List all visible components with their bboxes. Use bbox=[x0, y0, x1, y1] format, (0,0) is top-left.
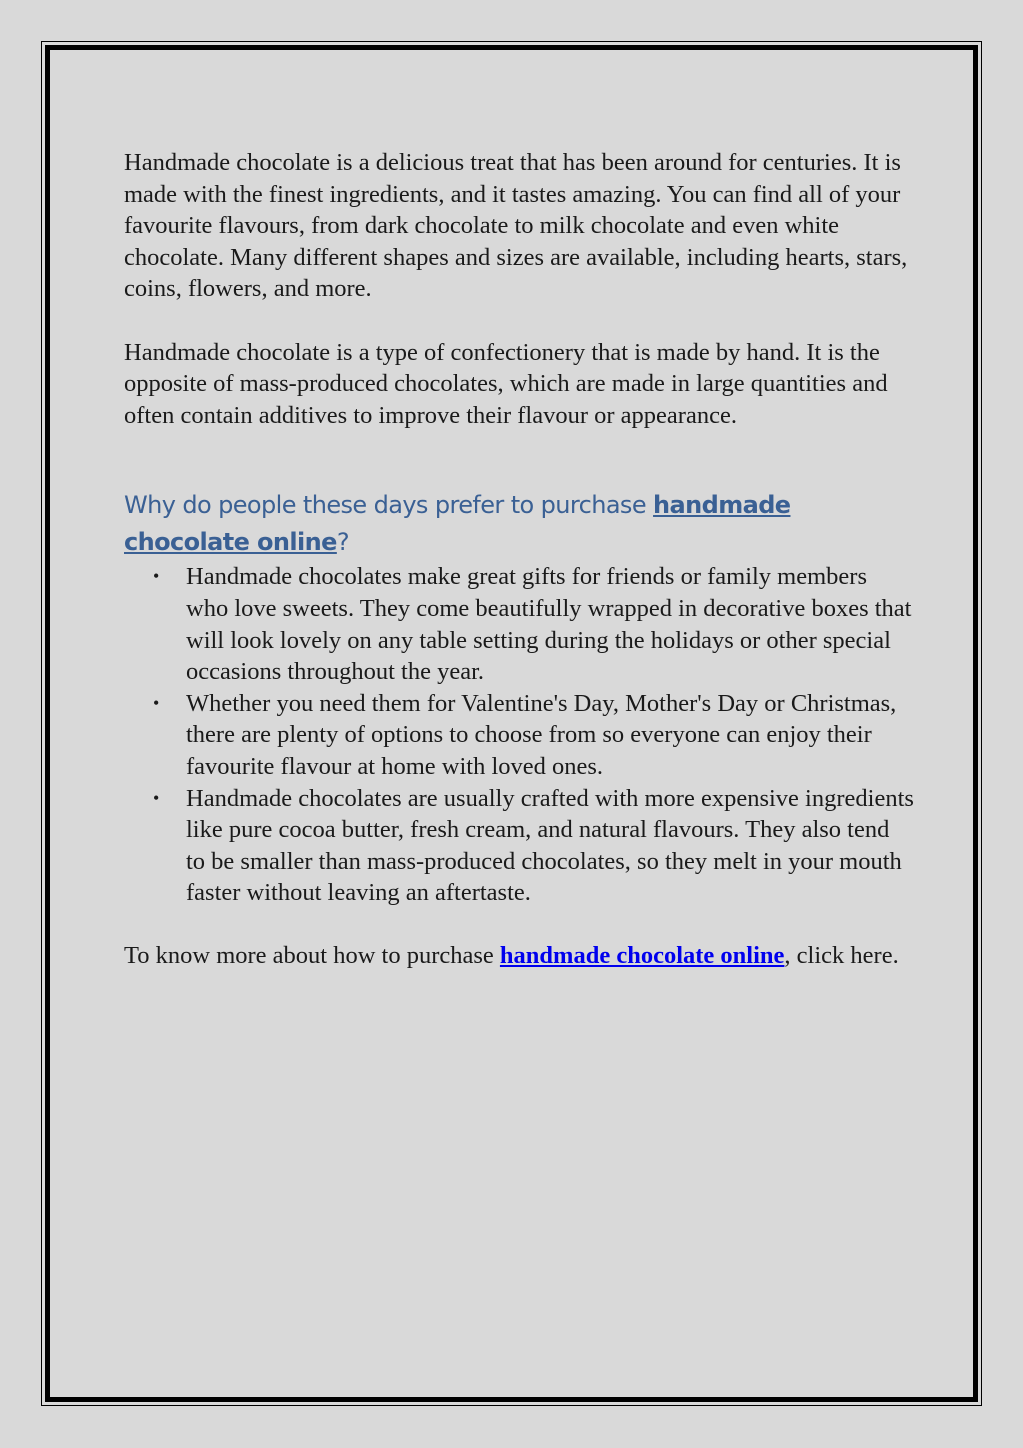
heading-text: Why do people these days prefer to purchase bbox=[124, 491, 654, 520]
intro-paragraph: Handmade chocolate is a type of confectionery that is made by hand. It is the opposite of mass-produced chocolates, which are made in large quantities and often contain additives to improve their flavour or appearance. bbox=[124, 338, 888, 429]
bullet-list bbox=[124, 561, 914, 909]
list-item-text: Handmade chocolates are usually crafted with more expensive ingredients like pure cocoa butter, fresh cream, and natural flavours. They also tend to be smaller than mass-produced chocolates, so they melt in your mouth faster without leaving an aftertaste. bbox=[186, 784, 914, 907]
list-item-text: Whether you need them for Valentine's Day, Mother's Day or Christmas, there are plenty of options to choose from so everyone can enjoy their favourite flavour at home with loved ones. bbox=[186, 689, 897, 780]
heading-suffix: ? bbox=[336, 528, 349, 557]
list-item bbox=[124, 561, 914, 687]
purchase-link[interactable]: handmade chocolate online bbox=[499, 942, 785, 970]
document-body bbox=[124, 147, 914, 972]
closing-paragraph bbox=[124, 940, 914, 972]
bullet-icon: • bbox=[153, 566, 160, 587]
closing-text: To know more about how to purchase bbox=[124, 942, 500, 970]
list-item-text: Handmade chocolates make great gifts for friends or family members who love sweets. They come beautifully wrapped in decorative boxes that will look lovely on any table setting during the holidays or other special occasions throughout the year. bbox=[186, 563, 912, 686]
bullet-icon: • bbox=[153, 692, 160, 713]
list-item bbox=[124, 688, 914, 783]
list-item bbox=[124, 783, 914, 909]
heading-link[interactable]: handmade chocolate online bbox=[124, 491, 791, 557]
closing-suffix: , click here. bbox=[784, 942, 899, 970]
bullet-icon: • bbox=[153, 787, 160, 808]
intro-paragraph: Handmade chocolate is a delicious treat that has been around for centuries. It is made with the finest ingredients, and it tastes amazing. You can find all of your favourite flavours, from dark chocolate to milk chocolate and even white chocolate. Many different shapes and sizes are available, including hearts, stars, coins, flowers, and more. bbox=[124, 149, 908, 303]
section-heading bbox=[124, 487, 914, 561]
